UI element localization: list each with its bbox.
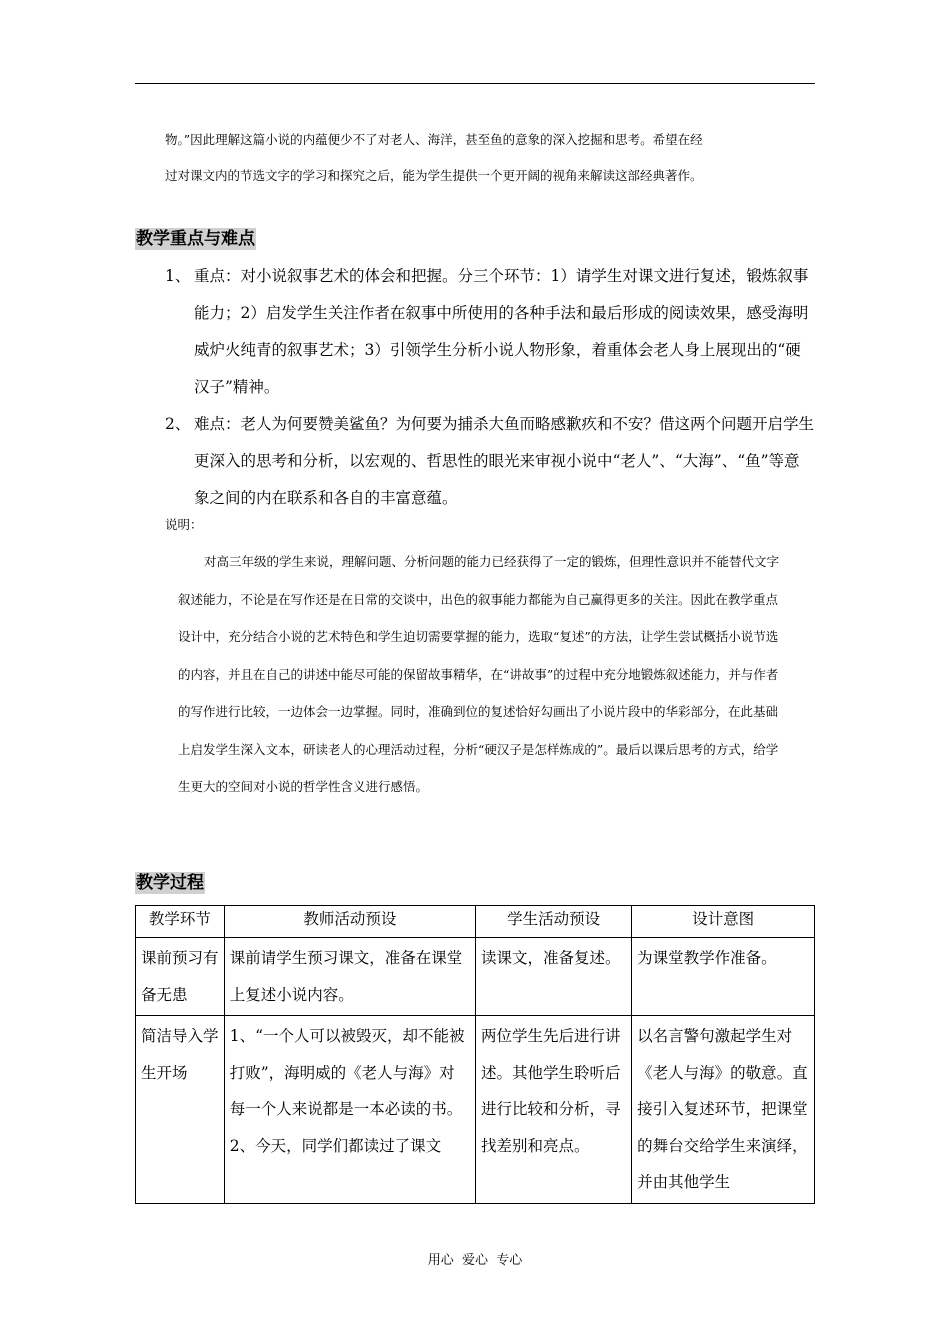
column-header: 教学环节 (136, 906, 225, 938)
list-item-text: 重点：对小说叙事艺术的体会和把握。分三个环节：1）请学生对课文进行复述，锻炼叙事能力；2）启发学生关注作者在叙事中所使用的各种手法和最后形成的阅读效果，感受海明威炉火纯青的叙事艺术；3）引领学生分析小说人物形象，着重体会老人身上展现出的“硬汉子”精神。 (194, 267, 809, 396)
table-cell-student: 读课文，准备复述。 (476, 938, 632, 1016)
table-cell-teacher (224, 1016, 475, 1204)
note-label: 说明： (165, 517, 203, 532)
table-cell-intent: 为课堂教学作准备。 (632, 938, 815, 1016)
intro-line: 过对课文内的节选文字的学习和探究之后，能为学生提供一个更开阔的视角来解读这部经典著作。 (165, 168, 703, 183)
list-item-number: 1、 (165, 267, 191, 285)
teacher-step: 1、“一个人可以被毁灭，却不能被打败”，海明威的《老人与海》对每一个人来说都是一本必读的书。 (229, 1027, 465, 1118)
table-cell-stage: 简洁导入学生开场 (136, 1016, 225, 1204)
list-item-text: 难点：老人为何要赞美鲨鱼？为何要为捕杀大鱼而略感歉疚和不安？借这两个问题开启学生更深入的思考和分析，以宏观的、哲思性的眼光来审视小说中“老人”、“大海”、“鱼”等意象之间的内在联系和各自的丰富意蕴。 (194, 415, 815, 507)
column-header: 设计意图 (632, 906, 815, 938)
column-header: 学生活动预设 (476, 906, 632, 938)
process-table (135, 905, 815, 1204)
table-cell-teacher: 课前请学生预习课文，准备在课堂上复述小说内容。 (224, 938, 475, 1016)
table-header-row (136, 906, 815, 938)
header-rule (135, 83, 815, 84)
table-cell-intent: 以名言警句激起学生对《老人与海》的敬意。直接引入复述环节，把课堂的舞台交给学生来演绎，并由其他学生 (632, 1016, 815, 1204)
table-row (136, 1016, 815, 1204)
note-paragraph (178, 543, 790, 806)
list-item (165, 406, 815, 517)
table-row (136, 938, 815, 1016)
note-text: 对高三年级的学生来说，理解问题、分析问题的能力已经获得了一定的锻炼，但理性意识并不能替代文字叙述能力，不论是在写作还是在日常的交谈中，出色的叙事能力都能为自己赢得更多的关注。因此在教学重点设计中，充分结合小说的艺术特色和学生迫切需要掌握的能力，选取“复述”的方法，让学生尝试概括小说节选的内容，并且在自己的讲述中能尽可能的保留故事精华，在“讲故事”的过程中充分地锻炼叙述能力，并与作者的写作进行比较，一边体会一边掌握。同时，准确到位的复述恰好勾画出了小说片段中的华彩部分，在此基础上启发学生深入文本，研读老人的心理活动过程，分析“硬汉子是怎样炼成的”。最后以课后思考的方式，给学生更大的空间对小说的哲学性含义进行感悟。 (178, 554, 780, 794)
table-cell-stage: 课前预习有备无患 (136, 938, 225, 1016)
table-cell-student: 两位学生先后进行讲述。其他学生聆听后进行比较和分析，寻找差别和亮点。 (476, 1016, 632, 1204)
teacher-step: 2、今天，同学们都读过了课文 (229, 1136, 442, 1155)
section-heading-key-points: 教学重点与难点 (136, 229, 255, 249)
page-footer: 用心 爱心 专心 (427, 1253, 523, 1268)
intro-paragraph (165, 122, 815, 194)
key-points-list (165, 258, 815, 517)
list-item-number: 2、 (165, 415, 191, 433)
column-header: 教师活动预设 (224, 906, 475, 938)
list-item (165, 258, 815, 406)
intro-line: 物。”因此理解这篇小说的内蕴便少不了对老人、海洋，甚至鱼的意象的深入挖掘和思考。希望在经 (165, 132, 703, 147)
section-heading-process: 教学过程 (136, 873, 204, 893)
